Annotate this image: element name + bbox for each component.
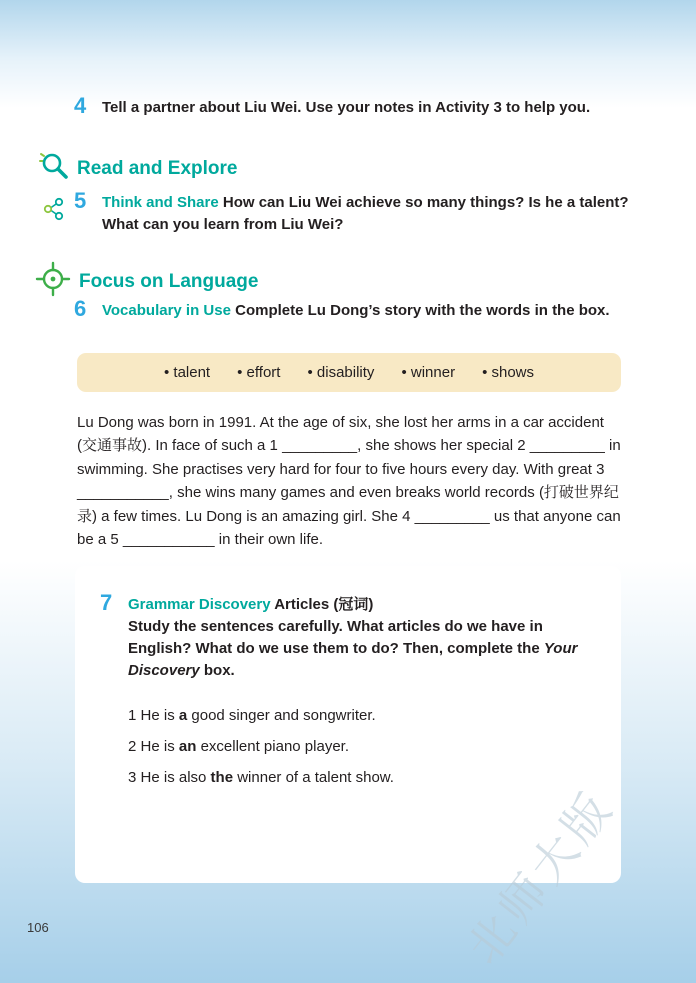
word-winner: winner — [410, 364, 456, 381]
word-box — [77, 353, 621, 392]
word-item — [307, 364, 374, 381]
activity-6-number: 6 — [74, 296, 87, 321]
activity-5-text — [102, 192, 629, 236]
activity-5-question-2: What can you learn from Liu Wei? — [102, 216, 344, 233]
article-highlight: an — [178, 738, 197, 755]
sentence-text: excellent piano player. — [200, 738, 349, 755]
sentence-text: good singer and songwriter. — [191, 707, 376, 724]
activity-5-number: 5 — [74, 188, 87, 213]
bullet-icon: • — [307, 364, 313, 381]
bullet-icon: • — [163, 364, 170, 381]
word-item — [401, 364, 455, 381]
grammar-sentence-3 — [128, 769, 394, 787]
magnifier-icon — [38, 150, 70, 187]
word-item — [237, 364, 280, 381]
publisher-watermark: 北师大版 — [457, 780, 624, 974]
activity-4 — [74, 93, 674, 119]
activity-6-label: Vocabulary in Use — [102, 302, 231, 319]
activity-6-text — [102, 300, 610, 322]
instruction-text-end: box. — [203, 662, 235, 679]
activity-7 — [100, 590, 610, 682]
sentence-number: 1 — [128, 707, 137, 724]
sentence-text: He is also — [140, 769, 207, 786]
activity-5-question-1: How can Liu Wei achieve so many things? Is he a talent? — [222, 194, 629, 211]
article-highlight: a — [178, 707, 188, 724]
activity-6-instruction: Complete Lu Dong’s story with the words in the box. — [235, 302, 610, 319]
word-disability: disability — [316, 364, 375, 381]
word-item — [164, 364, 210, 381]
activity-6 — [74, 296, 674, 322]
your-discovery-reference: Your Discovery — [128, 640, 578, 679]
activity-7-number: 7 — [100, 590, 113, 615]
bullet-icon: • — [482, 364, 488, 381]
section-title-read-and-explore: Read and Explore — [77, 157, 238, 179]
page-number: 106 — [27, 920, 49, 935]
share-icon — [43, 196, 65, 227]
activity-5-label: Think and Share — [102, 194, 219, 211]
activity-5 — [74, 188, 634, 236]
activity-7-instruction — [128, 616, 610, 682]
activity-4-number: 4 — [74, 93, 87, 118]
grammar-sentence-2 — [128, 738, 394, 756]
sentence-text: He is — [140, 738, 175, 755]
sentence-number: 2 — [128, 738, 137, 755]
activity-7-title — [128, 594, 610, 616]
bullet-icon: • — [237, 364, 243, 381]
activity-7-sublabel: Articles (冠词) — [274, 596, 374, 613]
word-item — [482, 364, 534, 381]
bullet-icon: • — [401, 364, 407, 381]
section-focus-on-language — [34, 260, 258, 303]
article-highlight: the — [210, 769, 234, 786]
section-read-and-explore — [38, 150, 238, 187]
word-effort: effort — [246, 364, 281, 381]
grammar-sentences — [128, 707, 394, 800]
sentence-text: winner of a talent show. — [237, 769, 394, 786]
crosshair-icon — [34, 260, 72, 303]
section-title-focus-on-language: Focus on Language — [79, 270, 259, 292]
word-talent: talent — [173, 364, 211, 381]
grammar-sentence-1 — [128, 707, 394, 725]
activity-4-text: Tell a partner about Liu Wei. Use your notes in Activity 3 to help you. — [102, 99, 591, 116]
story-paragraph: Lu Dong was born in 1991. At the age of six, she lost her arms in a car accident (交通事故). In face of such a 1 _________, she shows her special 2 _________ in swimming. She practises very hard for four to five hours every day. With great 3 ___________, she wins many games and even breaks world records (打破世界纪录) a few times. Lu Dong is an amazing girl. She 4 _________ us that anyone can be a 5 ___________ in their own life. — [77, 414, 621, 549]
sentence-number: 3 — [128, 769, 137, 786]
instruction-text: Study the sentences carefully. What articles do we have in English? What do we use them to do? Then, complete the — [128, 618, 543, 657]
sentence-text: He is — [140, 707, 175, 724]
activity-7-label: Grammar Discovery — [128, 596, 271, 613]
word-shows: shows — [491, 364, 535, 381]
